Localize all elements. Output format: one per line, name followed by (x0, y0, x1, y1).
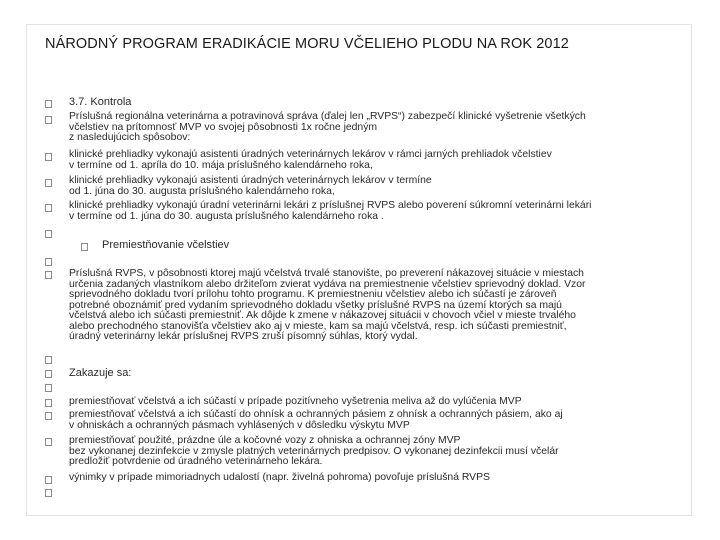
paragraph-control (69, 112, 684, 144)
text-line: alebo prechodného stanovišťa včelstiev ako aj v mieste, kam sa majú včelstvá, resp. ich súčasti premiestniť, (69, 320, 567, 332)
sub-heading: Premiestňovanie včelstiev (102, 239, 230, 251)
hollow-square-bullet-icon (45, 412, 52, 420)
paragraph-forbidden-2 (69, 410, 684, 431)
hollow-square-bullet-icon (45, 179, 52, 187)
text-line: Príslušná RVPS, v pôsobnosti ktorej majú včelstvá trvalé stanovište, po preverení nákazovej situácie v miestach (69, 268, 584, 279)
text-line: klinické prehliadky vykonajú asistenti úradných veterinárnych lekárov v termíne (69, 175, 432, 186)
hollow-square-bullet-icon (45, 356, 52, 364)
text-line: klinické prehliadky vykonajú úradní veterinárni lekári z príslušnej RVPS alebo poverení súkromní veterinárni lekári (69, 200, 592, 211)
slide-title: NÁRODNÝ PROGRAM ERADIKÁCIE MORU VČELIEHO PLODU NA ROK 2012 (45, 36, 569, 52)
text-line: úradný veterinárny lekár príslušnej RVPS zruší písomný súhlas, ktorý vydal. (69, 331, 418, 342)
text-line: predložiť potvrdenie od úradného veterinárneho lekára. (69, 456, 323, 467)
text-line: premiestňovať včelstvá a ich súčastí do ohnísk a ochranných pásiem z ohnísk a ochranných pásiem, ako aj (69, 409, 563, 420)
text-line: z nasledujúcich spôsobov: (69, 132, 191, 143)
hollow-square-bullet-icon (45, 153, 52, 161)
text-line: premiestňovať použité, prázdne úle a kočovné vozy z ohniska a ochrannej zóny MVP (69, 435, 461, 446)
hollow-square-bullet-icon (45, 370, 52, 378)
text-line: potrebné oboznámiť pred vydaním sprievodného dokladu všetky príslušné RVPS na území ktorých sa majú (69, 299, 562, 311)
hollow-square-bullet-icon (45, 204, 52, 212)
text-line: určenia zadaných vlastníkom alebo držiteľom zvierat vydáva na premiestnenie včelstiev sprievodný doklad. Vzor (69, 278, 586, 290)
hollow-square-bullet-icon (45, 258, 52, 266)
hollow-square-bullet-icon (45, 271, 52, 279)
paragraph-option-3 (69, 201, 684, 222)
text-line: včelstvá alebo ich súčasti premiestniť. Ak dôjde k zmene v nákazovej situácii v chovoch včiel v mieste trvalého (69, 310, 576, 321)
hollow-square-bullet-icon (81, 243, 88, 251)
forbidden-heading: Zakazuje sa: (69, 367, 132, 379)
paragraph-option-1 (69, 150, 684, 171)
hollow-square-bullet-icon (45, 384, 52, 392)
text-line: od 1. júna do 30. augusta príslušného kalendárneho roka, (69, 185, 335, 197)
text-line: klinické prehliadky vykonajú asistenti úradných veterinárnych lekárov v rámci jarných prehliadok včelstiev (69, 149, 552, 160)
paragraph-forbidden-4 (69, 473, 684, 484)
text-line: bez vykonanej dezinfekcie v zmysle platných veterinárnych predpisov. O vykonanej dezinfekcii musí včelár (69, 445, 559, 457)
paragraph-forbidden-1 (69, 397, 684, 408)
hollow-square-bullet-icon (45, 399, 52, 407)
hollow-square-bullet-icon (45, 116, 52, 124)
text-line: sprievodného dokladu tvorí prílohu tohto programu. K premiestneniu včelstiev alebo ich súčastí je zároveň (69, 289, 557, 300)
text-line: v ohniskách a ochranných pásmach vyhlásených v dôsledku výskytu MVP (69, 419, 410, 431)
hollow-square-bullet-icon (45, 100, 52, 108)
text-line: premiestňovať včelstvá a ich súčastí v prípade pozitívneho vyšetrenia meliva až do vylúčenia MVP (69, 396, 522, 407)
paragraph-forbidden-3 (69, 436, 684, 468)
text-line: výnimky v prípade mimoriadnych udalostí (napr. živelná pohroma) povoľuje príslušná RVPS (69, 472, 490, 483)
text-line: v termíne od 1. júna do 30. augusta príslušného kalendárneho roka . (69, 210, 384, 222)
text-line: Príslušná regionálna veterinárna a potravinová správa (ďalej len „RVPS“) zabezpečí klinické vyšetrenie všetkých (69, 111, 586, 122)
hollow-square-bullet-icon (45, 476, 52, 484)
paragraph-relocation (69, 269, 684, 343)
paragraph-option-2 (69, 176, 684, 197)
text-line: včelstiev na prítomnosť MVP vo svojej pôsobnosti 1x ročne jedným (69, 121, 378, 133)
hollow-square-bullet-icon (45, 438, 52, 446)
hollow-square-bullet-icon (45, 230, 52, 238)
hollow-square-bullet-icon (45, 489, 52, 497)
section-heading: 3.7. Kontrola (69, 96, 132, 108)
text-line: v termíne od 1. apríla do 10. mája príslušného kalendárneho roka, (69, 159, 373, 171)
